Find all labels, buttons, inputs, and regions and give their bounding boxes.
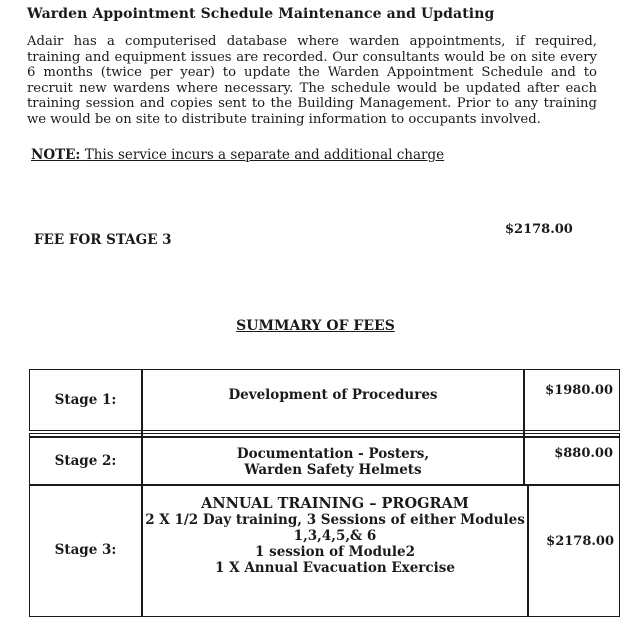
description-line: Warden Safety Helmets [244, 462, 422, 478]
table-row-stage-label: Stage 1: [54, 392, 117, 408]
description-line: Documentation - Posters, [236, 446, 430, 462]
fee-stage3-label: FEE FOR STAGE 3 [34, 232, 172, 248]
table-row-stage-label: Stage 2: [54, 453, 117, 469]
table-row-description [143, 496, 527, 592]
note-line [31, 147, 444, 163]
note-text: This service incurs a separate and additional charge [80, 147, 445, 163]
description-line: 1 X Annual Evacuation Exercise [215, 560, 455, 576]
section-heading: Warden Appointment Schedule Maintenance and Updating [27, 6, 495, 22]
table-row-description [143, 440, 523, 484]
fee-stage3-amount: $2178.00 [505, 222, 573, 237]
description-line: Development of Procedures [228, 387, 438, 403]
table-row-amount: $2178.00 [546, 533, 614, 549]
table-row-description [143, 370, 523, 420]
description-paragraph: Adair has a computerised database where warden appointments, if required, training and equipment issues are recorded. Our consultants would be on site every 6 months (twice per year) to update the Warden Appointment Schedule and to recruit new wardens where necessary. The schedule would be updated after each training session and copies sent to the Building Management. Prior to any training we would be on site to distribute training information to occupants involved. [27, 34, 597, 127]
table-row-amount: $880.00 [554, 445, 613, 461]
note-label: NOTE: [31, 147, 81, 163]
table-row-amount: $1980.00 [545, 382, 613, 398]
table-row-stage-label: Stage 3: [54, 542, 117, 558]
description-line: 2 X 1/2 Day training, 3 Sessions of either Modules [145, 512, 525, 528]
description-line: 1 session of Module2 [255, 544, 415, 560]
description-line: 1,3,4,5,& 6 [293, 528, 377, 544]
summary-title: SUMMARY OF FEES [236, 318, 395, 334]
description-title: ANNUAL TRAINING – PROGRAM [201, 495, 469, 512]
